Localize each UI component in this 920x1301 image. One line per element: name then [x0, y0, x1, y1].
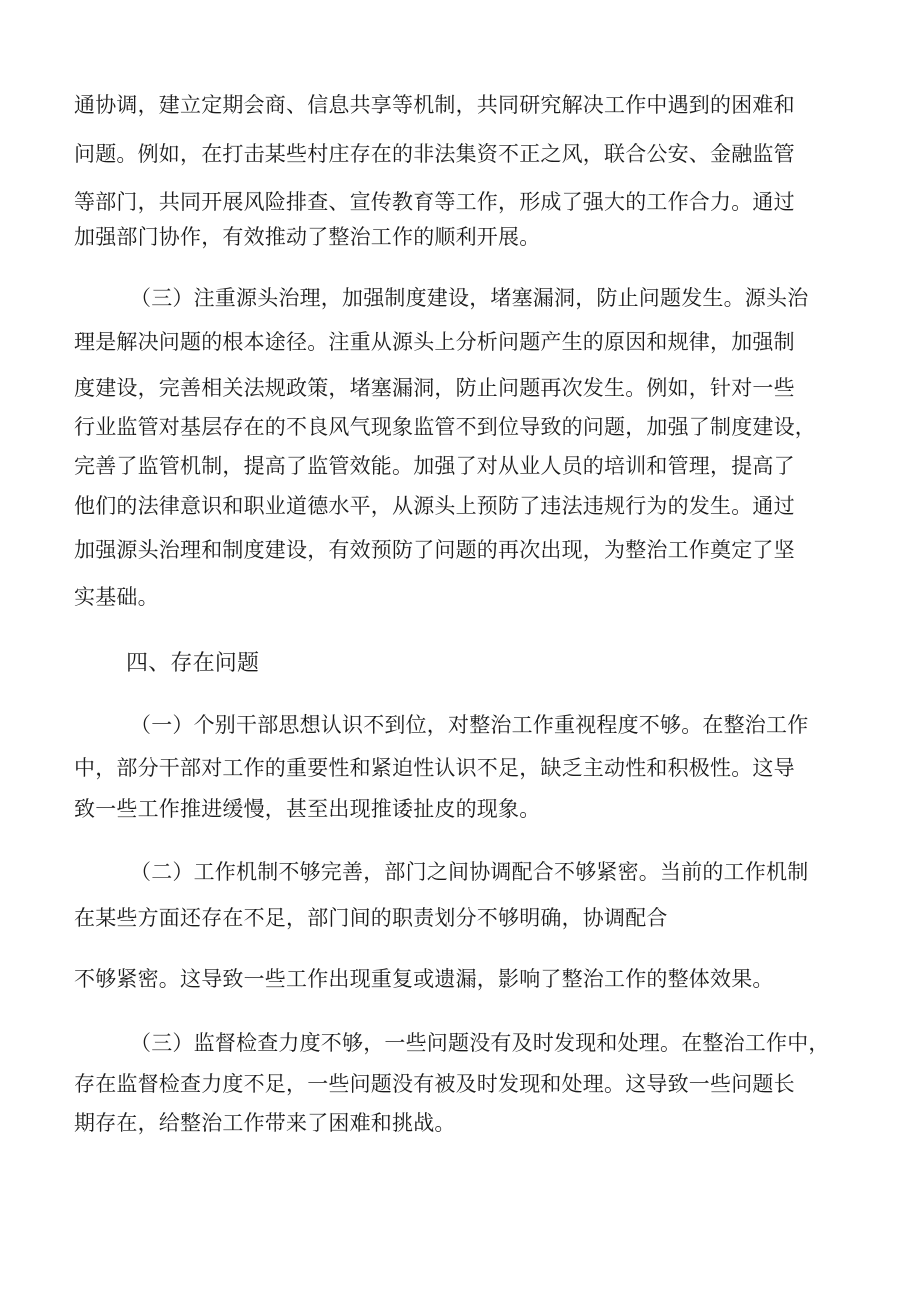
paragraph-line: 实基础。	[74, 585, 159, 609]
paragraph-line: 加强部门协作，有效推动了整治工作的顺利开展。	[74, 225, 541, 249]
paragraph-line: 理是解决问题的根本途径。注重从源头上分析问题产生的原因和规律，加强制	[74, 330, 795, 354]
paragraph-line: 不够紧密。这导致一些工作出现重复或遗漏，影响了整治工作的整体效果。	[74, 967, 774, 991]
paragraph-line: （三）注重源头治理，加强制度建设，堵塞漏洞，防止问题发生。源头治	[130, 286, 809, 310]
paragraph-line: 期存在，给整治工作带来了困难和挑战。	[74, 1111, 456, 1135]
paragraph-line: 行业监管对基层存在的不良风气现象监管不到位导致的问题，加强了制度建设，	[74, 415, 816, 439]
paragraph-line: 存在监督检查力度不足，一些问题没有被及时发现和处理。这导致一些问题长	[74, 1072, 795, 1096]
paragraph-line: （三）监督检查力度不够，一些问题没有及时发现和处理。在整治工作中，	[130, 1031, 830, 1055]
paragraph-line: （一）个别干部思想认识不到位，对整治工作重视程度不够。在整治工作	[130, 713, 809, 737]
paragraph-line: 加强源头治理和制度建设，有效预防了问题的再次出现，为整治工作奠定了坚	[74, 538, 795, 562]
paragraph-line: 问题。例如，在打击某些村庄存在的非法集资不正之风，联合公安、金融监管	[74, 142, 795, 166]
paragraph-line: 致一些工作推进缓慢，甚至出现推诿扯皮的现象。	[74, 797, 541, 821]
paragraph-line: 在某些方面还存在不足，部门间的职责划分不够明确，协调配合	[74, 906, 668, 930]
paragraph-line: 他们的法律意识和职业道德水平，从源头上预防了违法违规行为的发生。通过	[74, 494, 795, 518]
paragraph-line: 中，部分干部对工作的重要性和紧迫性认识不足，缺乏主动性和积极性。这导	[74, 756, 795, 780]
paragraph-line: （二）工作机制不够完善，部门之间协调配合不够紧密。当前的工作机制	[130, 860, 809, 884]
paragraph-line: 通协调，建立定期会商、信息共享等机制，共同研究解决工作中遇到的困难和	[74, 93, 795, 117]
paragraph-line: 度建设，完善相关法规政策，堵塞漏洞，防止问题再次发生。例如，针对一些	[74, 376, 795, 400]
section-heading: 四、存在问题	[126, 651, 260, 676]
paragraph-line: 等部门，共同开展风险排查、宣传教育等工作，形成了强大的工作合力。通过	[74, 190, 795, 214]
paragraph-line: 完善了监管机制，提高了监管效能。加强了对从业人员的培训和管理，提高了	[74, 454, 795, 478]
